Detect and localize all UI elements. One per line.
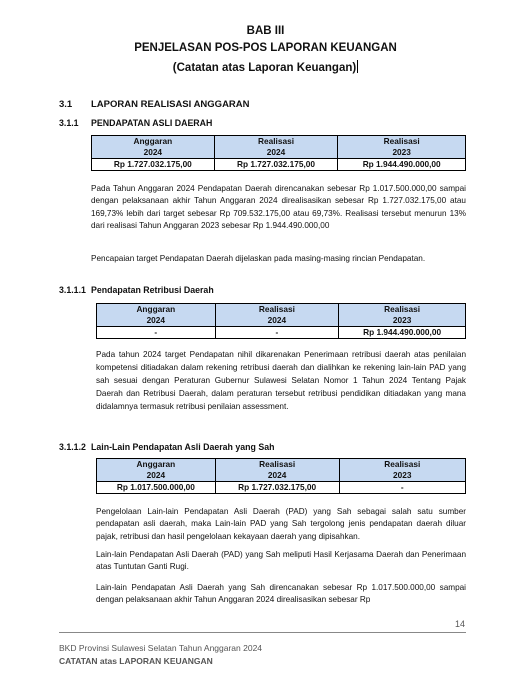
table-header-cell: Realisasi 2023: [338, 136, 466, 159]
section-heading-3-1-1-1: [59, 285, 214, 295]
section-heading-3-1-1: [59, 118, 213, 128]
section-number: 3.1: [59, 99, 73, 110]
table-cell: Rp 1.017.500.000,00: [97, 482, 216, 494]
paragraph-retribusi-explanation: Pada tahun 2024 target Pendapatan nihil dikarenakan Penerimaan retribusi daerah atas penilaian kompetensi ditiadakan dalam rekening retribusi daerah dan dialihkan ke rekening lain-lain PAD yang sah sesuai dengan Peraturan Gubernur Sulawesi Selatan Nomor 1 Tahun 2024 Tentang Pajak Daerah dan Retribusi Daerah, dalam peraturan tersebut retribusi pendidikan ditiadakan yang mana didalamnya termasuk retribusi penilaian assessment.: [96, 350, 466, 412]
table-row: [92, 159, 466, 171]
table-row: [97, 327, 466, 339]
section-heading-3-1-1-2: [59, 442, 275, 452]
table-row: [97, 482, 466, 494]
section-title: LAPORAN REALISASI ANGGARAN: [91, 99, 250, 110]
table-cell: Rp 1.944.490.000,00: [339, 327, 466, 339]
footer-divider: [59, 632, 466, 633]
section-heading-3-1: [59, 99, 250, 110]
table-header-cell: Realisasi 2024: [214, 136, 338, 159]
section-number: 3.1.1.2: [59, 442, 86, 452]
chapter-subtitle: [0, 60, 531, 74]
chapter-heading: BAB III: [246, 25, 285, 37]
chapter-subtitle-text: (Catatan atas Laporan Keuangan): [172, 62, 357, 74]
table-header-cell: Anggaran 2024: [97, 459, 216, 482]
section-title: Pendapatan Retribusi Daerah: [91, 285, 214, 295]
chapter-title: PENJELASAN POS-POS LAPORAN KEUANGAN: [134, 42, 397, 54]
table-cell: Rp 1.727.032.175,00: [214, 159, 338, 171]
table-cell: Rp 1.944.490.000,00: [338, 159, 466, 171]
table-cell: -: [97, 327, 216, 339]
table-header-cell: Realisasi 2023: [339, 304, 466, 327]
paragraph-pad-realization: Pada Tahun Anggaran 2024 Pendapatan Daerah direncanakan sebesar Rp 1.017.500.000,00 sampai dengan pelaksanaan akhir Tahun Anggaran 2024 direalisasikan sebesar Rp 1.727.032.175,00 atau 169,73% lebih dari target sebesar Rp 709.532.175,00 atau 69,73%. Realisasi tersebut menurun 13% dari realisasi Tahun Anggaran 2023 sebesar Rp 1.944.490.000,00: [91, 184, 466, 231]
paragraph-lain-lain-pad-realization: Lain-lain Pendapatan Asli Daerah yang Sah direncanakan sebesar Rp 1.017.500.000,00 sampai dengan pelaksanaan akhir Tahun Anggaran 2024 direalisasikan sebesar Rp: [96, 583, 466, 605]
table-header-row: [92, 136, 466, 159]
budget-table-retribusi: [96, 303, 466, 339]
footer-document-title: CATATAN atas LAPORAN KEUANGAN: [59, 656, 213, 666]
paragraph-lain-lain-pad-definition: Pengelolaan Lain-lain Pendapatan Asli Daerah (PAD) yang Sah sebagai salah satu sumber pendapatan asli daerah, maka Lain-lain PAD yang Sah tergolong jenis pendapatan daerah diluar pajak, retribusi dan hasil pengelolaan kekayaan daerah yang dipisahkan.: [96, 507, 466, 541]
page-number: 14: [454, 619, 465, 629]
table-header-cell: Realisasi 2024: [215, 304, 339, 327]
section-number: 3.1.1: [59, 118, 79, 128]
section-title: Lain-Lain Pendapatan Asli Daerah yang Sah: [91, 442, 275, 452]
section-number: 3.1.1.1: [59, 285, 86, 295]
table-cell: -: [339, 482, 465, 494]
table-header-row: [97, 459, 466, 482]
paragraph-pad-target: Pencapaian target Pendapatan Daerah dijelaskan pada masing-masing rincian Pendapatan.: [91, 254, 426, 263]
table-cell: -: [215, 327, 339, 339]
table-cell: Rp 1.727.032.175,00: [215, 482, 339, 494]
table-header-cell: Realisasi 2023: [339, 459, 465, 482]
table-cell: Rp 1.727.032.175,00: [92, 159, 215, 171]
footer-organization: BKD Provinsi Sulawesi Selatan Tahun Anggaran 2024: [59, 643, 263, 653]
paragraph-lain-lain-pad-scope: Lain-lain Pendapatan Asli Daerah (PAD) yang Sah meliputi Hasil Kerjasama Daerah dan Penerimaan atas Tuntutan Ganti Rugi.: [96, 550, 466, 572]
text-cursor: [357, 60, 358, 73]
table-header-cell: Anggaran 2024: [97, 304, 216, 327]
table-header-row: [97, 304, 466, 327]
budget-table-pad: [91, 135, 466, 171]
table-header-cell: Realisasi 2024: [215, 459, 339, 482]
budget-table-lain-lain-pad: [96, 458, 466, 494]
table-header-cell: Anggaran 2024: [92, 136, 215, 159]
section-title: PENDAPATAN ASLI DAERAH: [91, 118, 213, 128]
